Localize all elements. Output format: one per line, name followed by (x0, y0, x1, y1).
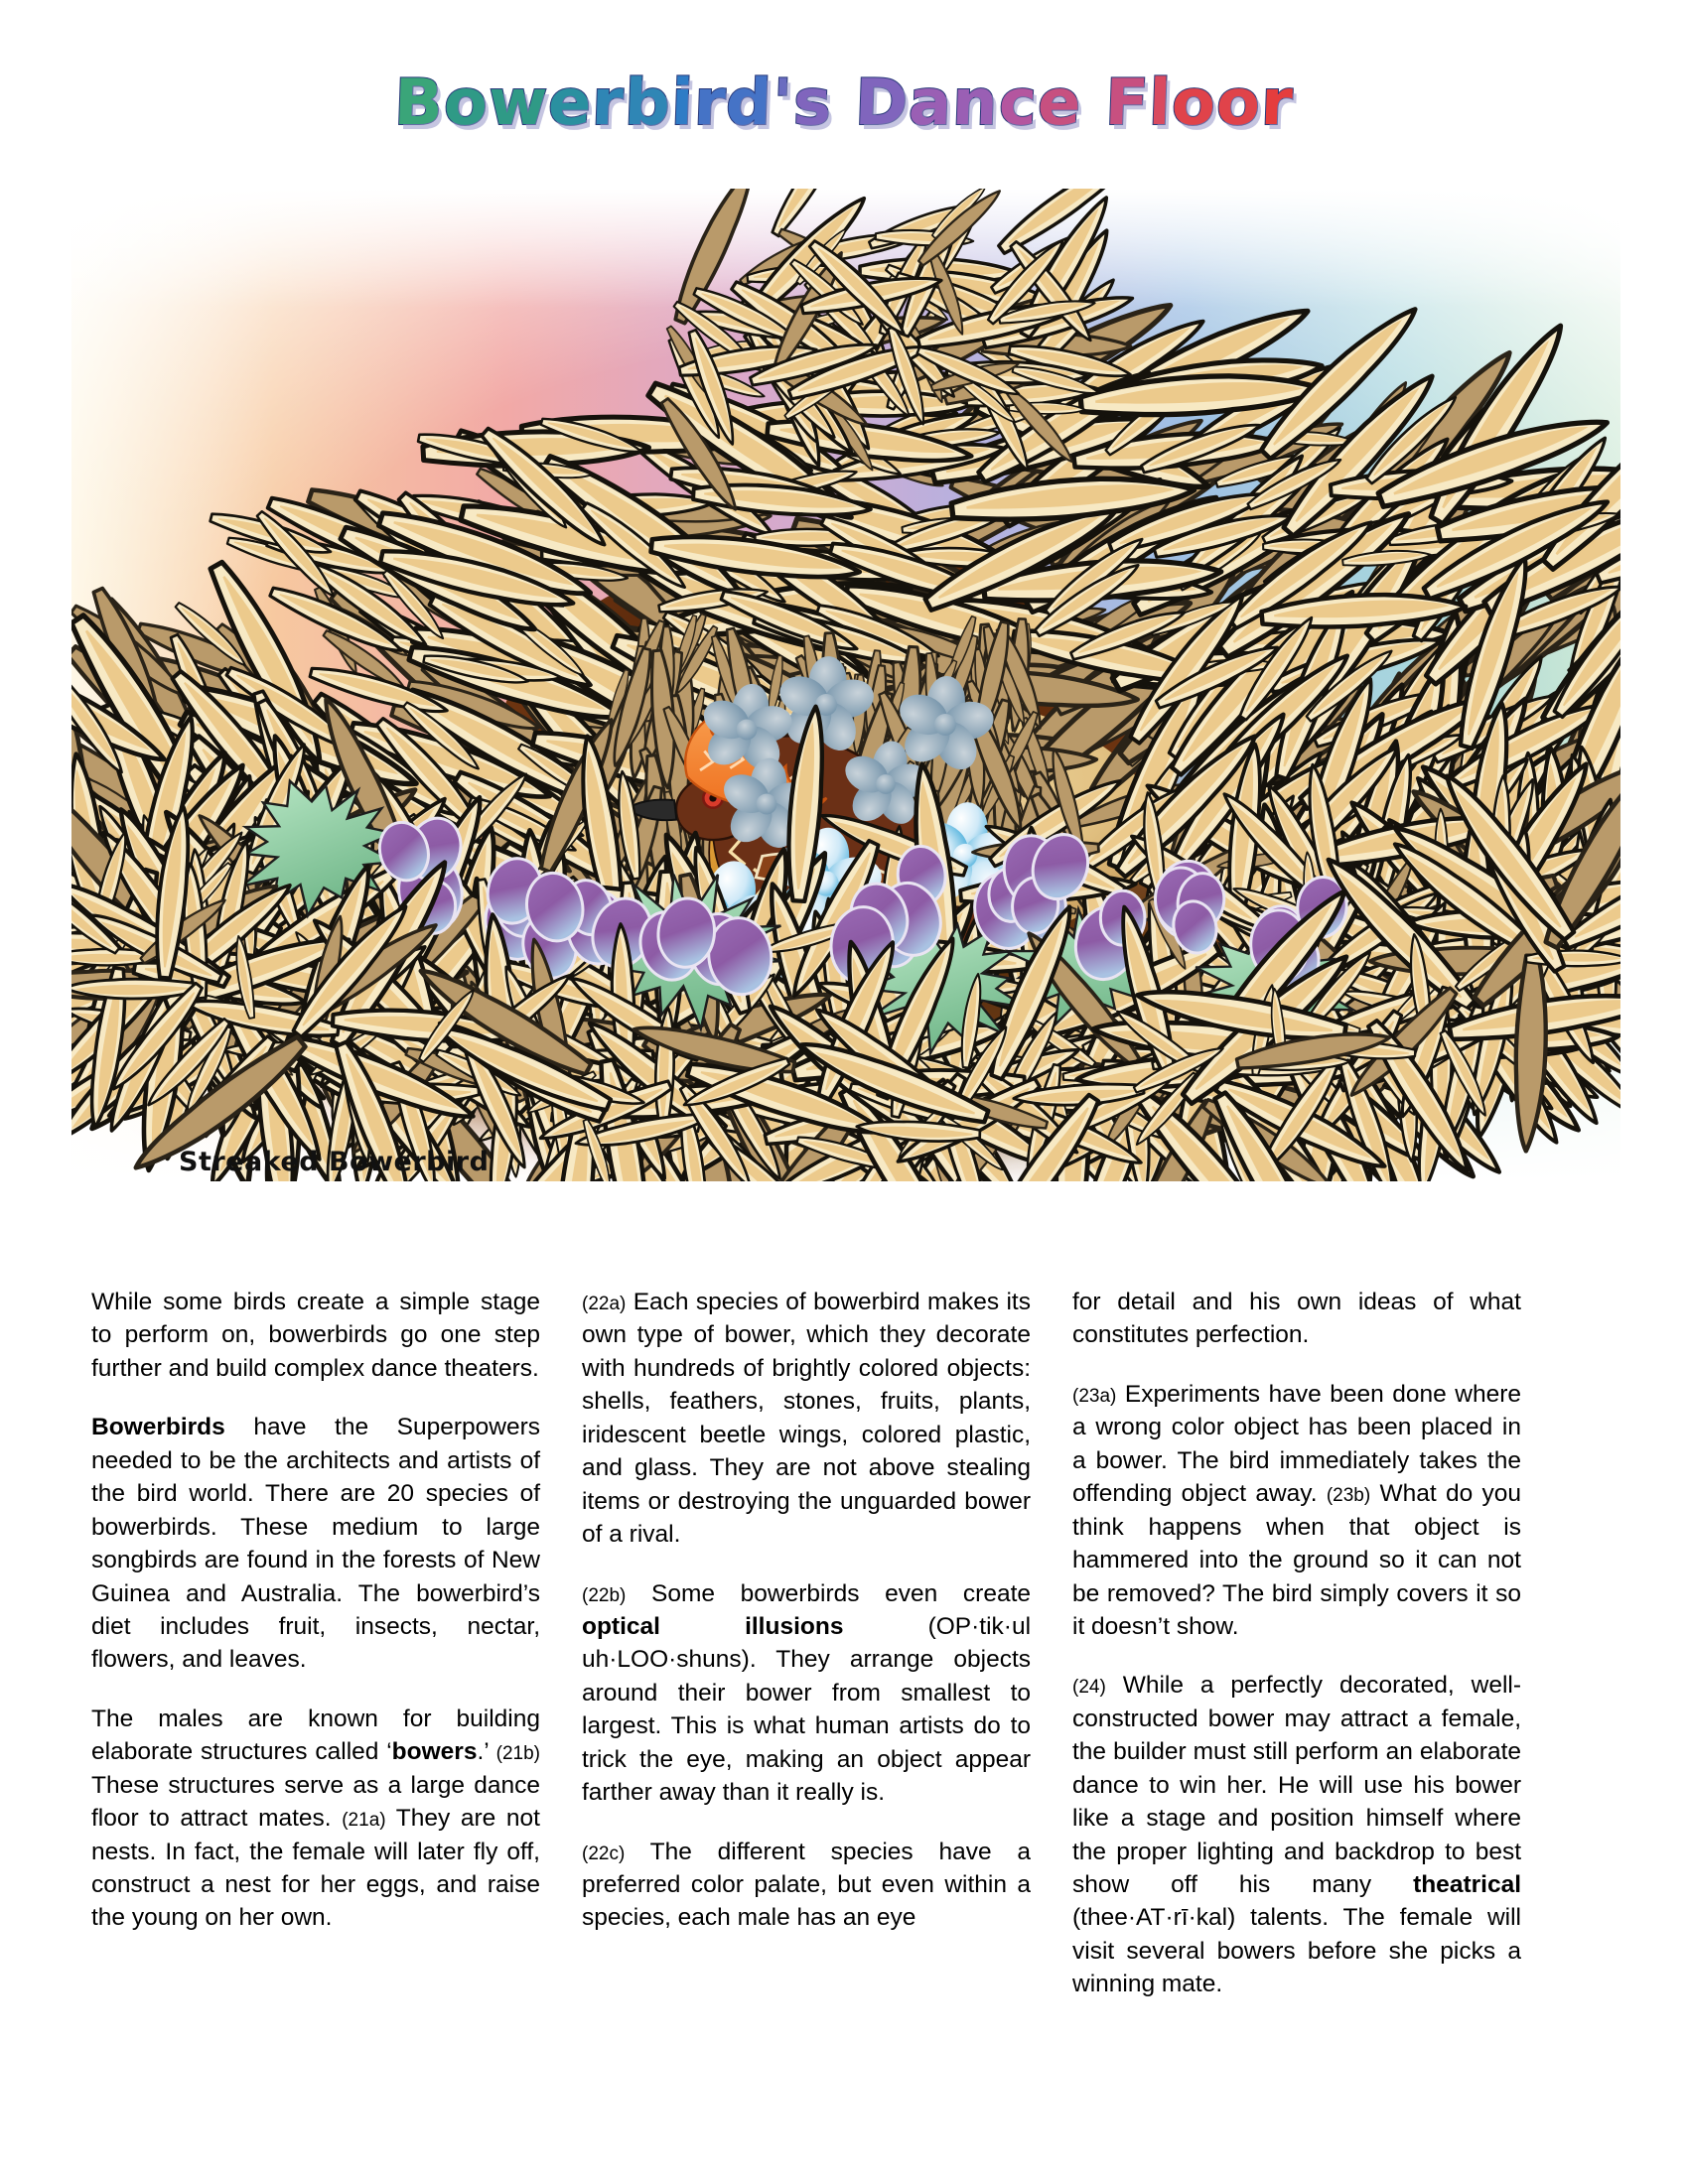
bowerbird-illustration (71, 189, 1620, 1181)
paragraph-text: These structures serve as a large dance floor to attract mates. (91, 1771, 540, 1833)
page-title (0, 67, 1688, 140)
title-letter: D (853, 67, 911, 140)
article-paragraph (582, 1577, 1031, 1810)
title-letter: b (623, 67, 673, 140)
article-paragraph (91, 1286, 540, 1385)
title-letter: a (907, 67, 954, 140)
title-letter: i (669, 67, 696, 140)
article-paragraph (582, 1286, 1031, 1552)
title-letter: B (392, 67, 446, 140)
title-letter: d (725, 67, 774, 140)
paragraph-text: The different species have a preferred color palate, but even within a species, each male has an eye (582, 1838, 1031, 1932)
title-letter: c (997, 67, 1040, 140)
title-letter: o (1214, 67, 1263, 140)
title-letter: o (1171, 67, 1218, 140)
paragraph-text: (thee·AT·rī·kal) talents. The female will visit several bowers before she picks a winning mate. (1072, 1904, 1521, 1998)
title-letter (1080, 71, 1106, 135)
page-title-text (392, 67, 1296, 140)
title-letter: e (1036, 67, 1083, 140)
title-letter (831, 71, 857, 135)
illustration-caption: Streaked Bowerbird (179, 1147, 490, 1177)
paragraph-text: What do you think happens when that object is hammered into the ground so it can not be removed? The bird simply covers it so it doesn’t show. (1072, 1480, 1521, 1640)
title-letter: s (791, 67, 834, 140)
paragraph-reference: (21a) (342, 1810, 386, 1832)
paragraph-reference: (23a) (1072, 1385, 1117, 1407)
article-column-1 (91, 1286, 540, 2001)
paragraph-reference: (22b) (582, 1584, 627, 1606)
paragraph-reference: (22c) (582, 1843, 626, 1864)
title-letter: ' (771, 67, 795, 140)
paragraph-reference: (23b) (1326, 1485, 1371, 1507)
paragraph-text: Experiments have been done where a wrong color object has been placed in a bower. The bird immediately takes the offending object away. (1072, 1380, 1521, 1508)
title-letter: l (1148, 67, 1174, 140)
paragraph-reference: (22a) (582, 1294, 627, 1314)
paragraph-text: Some bowerbirds even create (626, 1579, 1031, 1607)
paragraph-text: While some birds create a simple stage to perform on, bowerbirds go one step further and build complex dance theaters. (91, 1289, 540, 1382)
article-paragraph (91, 1703, 540, 1935)
title-letter: r (692, 67, 728, 140)
paragraph-text: for detail and his own ideas of what constitutes perfection. (1072, 1289, 1521, 1349)
paragraph-text: (OP·tik·ul uh·LOO·shuns). They arrange objects around their bower from smallest to largest. This is what human artists do to trick the eye, making an object appear farther away than it really is. (582, 1612, 1032, 1807)
title-letter: n (951, 67, 1001, 140)
paragraph-text: The males are known for building elaborate structures called ‘ (91, 1705, 540, 1766)
article-paragraph (1072, 1378, 1521, 1644)
title-letter: e (546, 67, 594, 140)
title-letter: r (591, 67, 627, 140)
article-column-3 (1072, 1286, 1521, 2001)
paragraph-reference: (24) (1072, 1677, 1106, 1699)
paragraph-text: They are not nests. In fact, the female will later fly off, construct a nest for her eggs, and raise the young on her own. (91, 1805, 540, 1932)
bold-term: bowers (391, 1738, 478, 1766)
article-paragraph (1072, 1669, 1521, 2000)
paragraph-reference: (21b) (495, 1743, 540, 1765)
title-letter: w (487, 67, 550, 140)
article-paragraph (582, 1836, 1031, 1935)
bold-term: Bowerbirds (91, 1414, 225, 1441)
bold-term: theatrical (1413, 1871, 1521, 1898)
paragraph-text: .’ (477, 1738, 496, 1766)
article-paragraph (1072, 1286, 1521, 1352)
paragraph-text: Each species of bowerbird makes its own type of bower, which they decorate with hundreds of brightly colored objects: shells, feathers, stones, fruits, plants, iridescent beetle wings, colored plastic, and glass. They are not above stealing items or destroying the unguarded bower of a rival. (582, 1289, 1031, 1549)
paragraph-text: have the Superpowers needed to be the architects and artists of the bird world. There are 20 species of bowerbirds. These medium to large songbirds are found in the forests of New Guinea and Australia. The bowerbird’s diet includes fruit, insects, nectar, flowers, and leaves. (91, 1414, 540, 1674)
title-letter: r (1259, 67, 1296, 140)
article-paragraph (91, 1411, 540, 1677)
paragraph-text: While a perfectly decorated, well-constructed bower may attract a female, the builder must still perform an elaborate dance to win her. He will use his bower like a stage and position himself where the proper lighting and backdrop to best show off his many (1072, 1672, 1521, 1898)
title-letter: F (1103, 67, 1151, 140)
bold-term: optical illusions (582, 1612, 844, 1640)
article-columns (91, 1286, 1601, 2001)
article-column-2 (582, 1286, 1031, 2001)
title-letter: o (442, 67, 491, 140)
